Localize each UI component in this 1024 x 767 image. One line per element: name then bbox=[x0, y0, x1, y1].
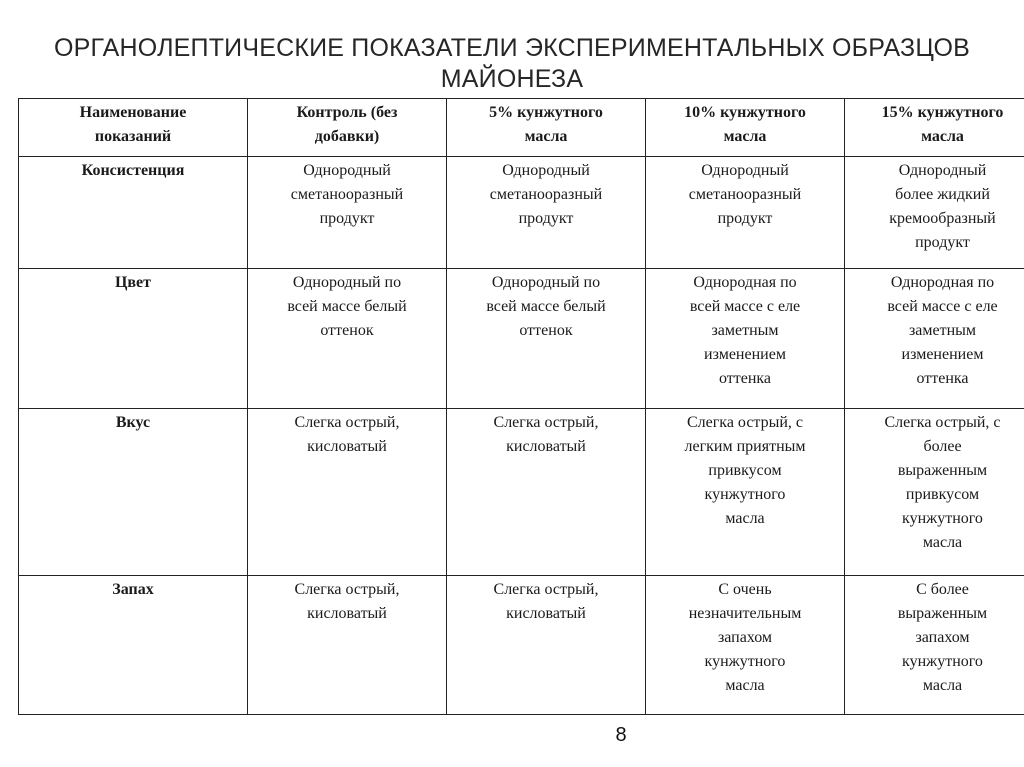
table-cell: Слегка острый, кисловатый bbox=[447, 576, 646, 715]
table-cell: С более выраженным запахом кунжутного масла bbox=[845, 576, 1024, 715]
row-label-consistency: Консистенция bbox=[19, 157, 248, 269]
table-row bbox=[19, 409, 1024, 576]
row-label-smell: Запах bbox=[19, 576, 248, 715]
table-cell: Однородная по всей массе с еле заметным изменением оттенка bbox=[646, 269, 845, 409]
table-cell: Слегка острый, с более выраженным привкусом кунжутного масла bbox=[845, 409, 1024, 576]
header-5-percent: 5% кунжутного масла bbox=[447, 99, 646, 157]
page-title-line-2: МАЙОНЕЗА bbox=[440, 65, 584, 93]
table-cell: Слегка острый, с легким приятным привкусом кунжутного масла bbox=[646, 409, 845, 576]
table-cell: Однородный по всей массе белый оттенок bbox=[248, 269, 447, 409]
row-label-taste: Вкус bbox=[19, 409, 248, 576]
header-indicator-name: Наименование показаний bbox=[19, 99, 248, 157]
table-row bbox=[19, 576, 1024, 715]
page-title-line-1: ОРГАНОЛЕПТИЧЕСКИЕ ПОКАЗАТЕЛИ ЭКСПЕРИМЕНТАЛЬНЫХ ОБРАЗЦОВ bbox=[53, 34, 971, 62]
table-cell: С очень незначительным запахом кунжутного масла bbox=[646, 576, 845, 715]
table-cell: Слегка острый, кисловатый bbox=[248, 409, 447, 576]
page-number: 8 bbox=[615, 724, 627, 746]
organoleptic-table bbox=[18, 98, 1024, 715]
table-cell: Однородный более жидкий кремообразный продукт bbox=[845, 157, 1024, 269]
row-label-color: Цвет bbox=[19, 269, 248, 409]
header-10-percent: 10% кунжутного масла bbox=[646, 99, 845, 157]
table-cell: Однородный сметанооразный продукт bbox=[447, 157, 646, 269]
table-cell: Слегка острый, кисловатый bbox=[248, 576, 447, 715]
table-header-row bbox=[19, 99, 1024, 157]
header-15-percent: 15% кунжутного масла bbox=[845, 99, 1024, 157]
page-title bbox=[0, 33, 1024, 95]
table-cell: Слегка острый, кисловатый bbox=[447, 409, 646, 576]
table-row bbox=[19, 269, 1024, 409]
header-control: Контроль (без добавки) bbox=[248, 99, 447, 157]
table-row bbox=[19, 157, 1024, 269]
table-cell: Однородный по всей массе белый оттенок bbox=[447, 269, 646, 409]
table-cell: Однородная по всей массе с еле заметным изменением оттенка bbox=[845, 269, 1024, 409]
table-cell: Однородный сметанооразный продукт bbox=[248, 157, 447, 269]
table-cell: Однородный сметанооразный продукт bbox=[646, 157, 845, 269]
